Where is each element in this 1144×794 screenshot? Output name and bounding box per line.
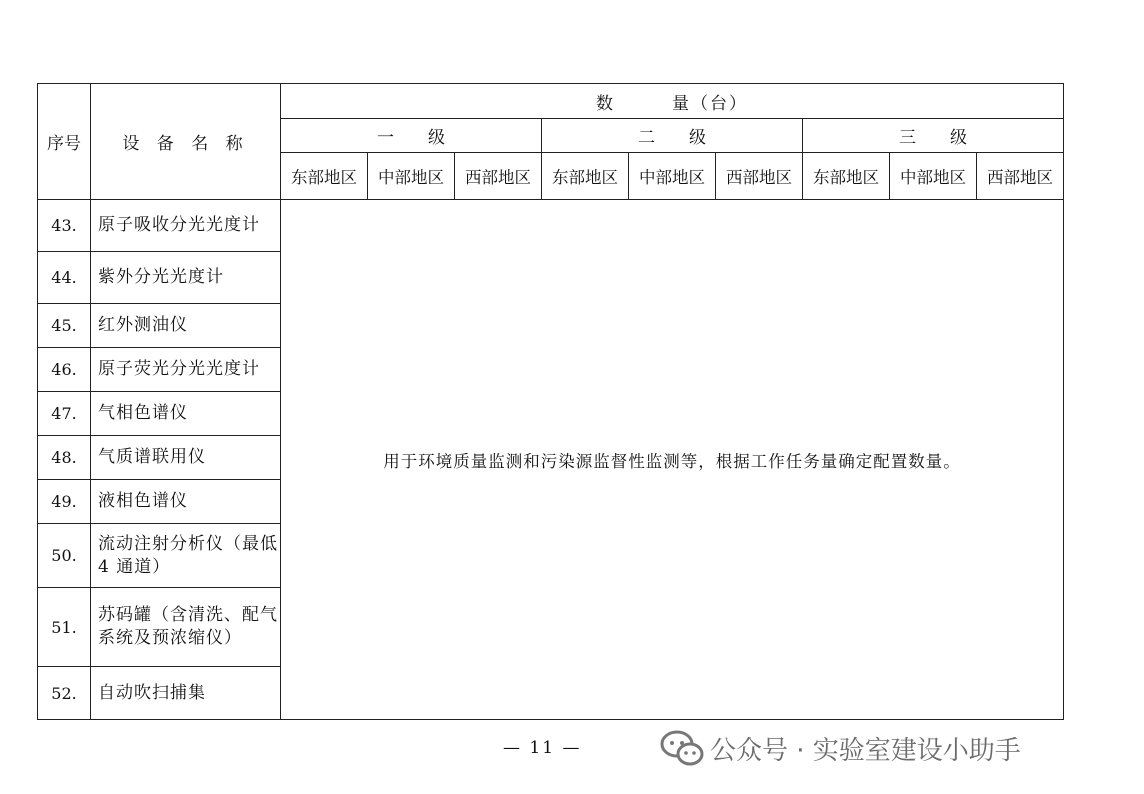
equipment-name: 气质谱联用仪 [91, 436, 281, 480]
equipment-name: 自动吹扫捕集 [91, 667, 281, 720]
quantity-header: 数 量（台） [281, 84, 1064, 119]
row-number: 44. [38, 252, 91, 304]
equipment-name: 原子荧光分光光度计 [91, 348, 281, 392]
equipment-name: 液相色谱仪 [91, 480, 281, 524]
row-number: 43. [38, 200, 91, 252]
level-1-header: 一 级 [281, 119, 542, 153]
region-east-3: 东部地区 [803, 153, 890, 200]
level-3-header: 三 级 [803, 119, 1064, 153]
page-number: — 11 — [503, 738, 582, 758]
watermark-text: 公众号 · 实验室建设小助手 [710, 735, 1021, 766]
equipment-name: 原子吸收分光光度计 [91, 200, 281, 252]
level-2-header: 二 级 [542, 119, 803, 153]
region-central-1: 中部地区 [368, 153, 455, 200]
row-number: 49. [38, 480, 91, 524]
region-east-2: 东部地区 [542, 153, 629, 200]
region-central-3: 中部地区 [890, 153, 977, 200]
region-central-2: 中部地区 [629, 153, 716, 200]
equipment-name: 气相色谱仪 [91, 392, 281, 436]
equipment-table [37, 83, 1064, 720]
row-number: 50. [38, 524, 91, 588]
region-west-3: 西部地区 [977, 153, 1064, 200]
row-number: 45. [38, 304, 91, 348]
wechat-icon [660, 729, 704, 767]
region-east-1: 东部地区 [281, 153, 368, 200]
region-west-2: 西部地区 [716, 153, 803, 200]
watermark [660, 729, 1021, 767]
seq-header: 序号 [38, 84, 91, 200]
region-west-1: 西部地区 [455, 153, 542, 200]
equipment-name: 红外测油仪 [91, 304, 281, 348]
row-number: 46. [38, 348, 91, 392]
row-number: 48. [38, 436, 91, 480]
row-number: 47. [38, 392, 91, 436]
row-number: 52. [38, 667, 91, 720]
equipment-name: 苏码罐（含清洗、配气系统及预浓缩仪） [91, 588, 281, 667]
table-row [38, 200, 1064, 252]
equipment-name: 紫外分光光度计 [91, 252, 281, 304]
name-header: 设 备 名 称 [91, 84, 281, 200]
row-number: 51. [38, 588, 91, 667]
merged-note: 用于环境质量监测和污染源监督性监测等，根据工作任务量确定配置数量。 [281, 200, 1064, 720]
equipment-name: 流动注射分析仪（最低 4 通道） [91, 524, 281, 588]
